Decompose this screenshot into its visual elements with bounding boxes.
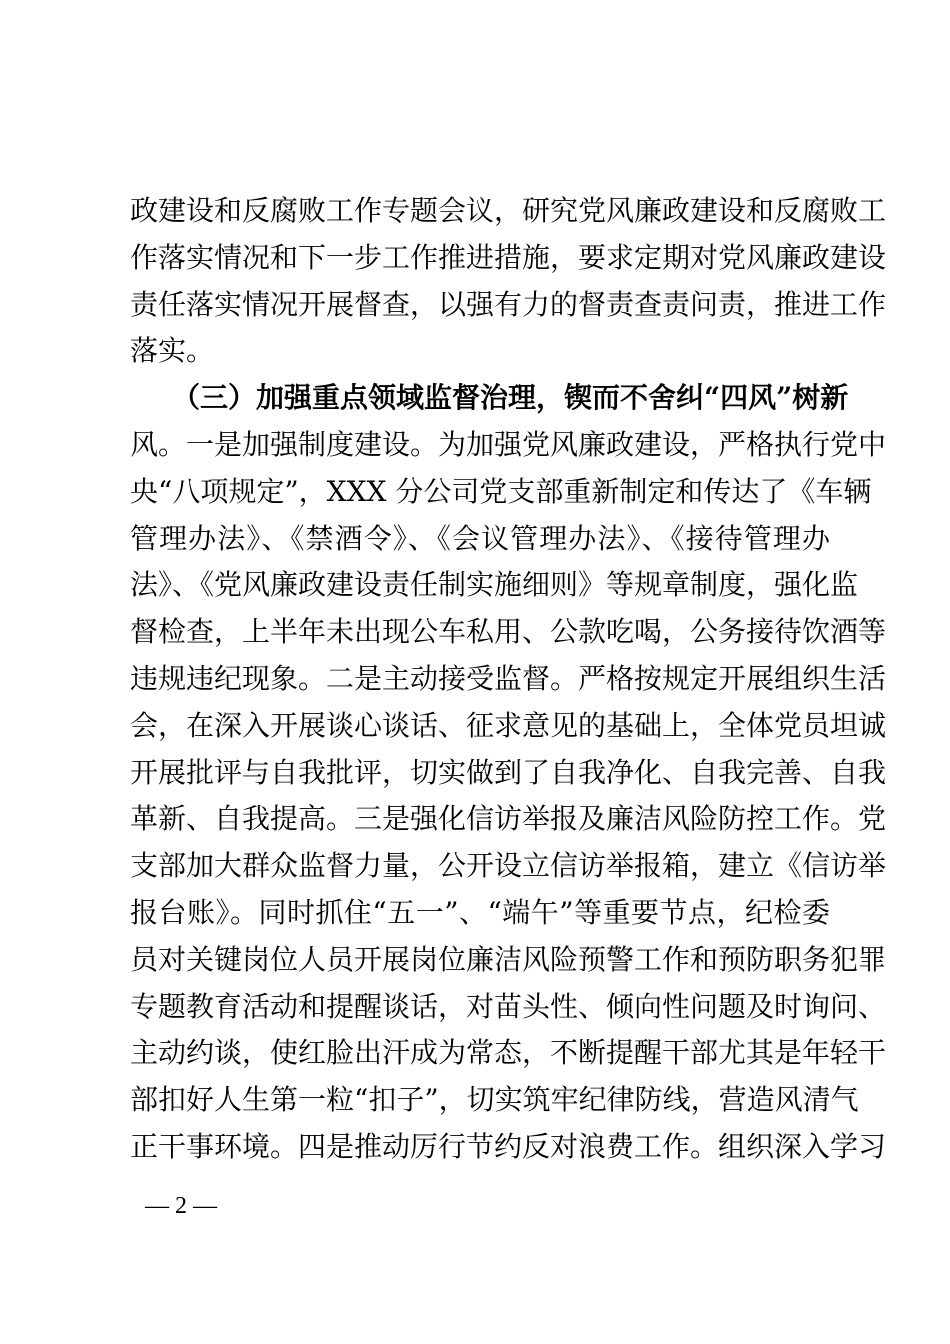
text-line: 员对关键岗位人员开展岗位廉洁风险预警工作和预防职务犯罪: [130, 942, 887, 976]
text-line: 会，在深入开展谈心谈话、征求意见的基础上，全体党员坦诚: [130, 708, 887, 742]
text-line: 管理办法》、《禁酒令》、《会议管理办法》、《接待管理办: [130, 521, 830, 555]
section-heading-line: （三）加强重点领域监督治理，锲而不舍纠“四风”树新: [130, 381, 849, 415]
text-line: 风。一是加强制度建设。为加强党风廉政建设，严格执行党中: [130, 427, 887, 461]
text-line: 正干事环境。四是推动厉行节约反对浪费工作。组织深入学习: [130, 1129, 887, 1163]
text-line: 法》、《党风廉政建设责任制实施细则》等规章制度，强化监: [130, 568, 859, 602]
text-line: 作落实情况和下一步工作推进措施，要求定期对党风廉政建设: [130, 240, 887, 274]
text-line: 违规违纪现象。二是主动接受监督。严格按规定开展组织生活: [130, 661, 887, 695]
text-line: 落实。: [130, 334, 215, 368]
text-line: 支部加大群众监督力量，公开设立信访举报箱，建立《信访举: [130, 849, 887, 883]
page-number: — 2 —: [145, 1193, 217, 1219]
text-line: 政建设和反腐败工作专题会议，研究党风廉政建设和反腐败工: [130, 194, 887, 227]
text-line: 革新、自我提高。三是强化信访举报及廉洁风险防控工作。党: [130, 802, 887, 836]
text-line: 督检查，上半年未出现公车私用、公款吃喝，公务接待饮酒等: [130, 615, 887, 649]
text-line: 部扣好人生第一粒“扣子”，切实筑牢纪律防线，营造风清气: [130, 1083, 859, 1117]
body-text: [130, 188, 887, 1171]
text-line: 开展批评与自我批评，切实做到了自我净化、自我完善、自我: [130, 755, 887, 789]
text-line: 专题教育活动和提醒谈话，对苗头性、倾向性问题及时询问、: [130, 989, 887, 1023]
text-line: 责任落实情况开展督查，以强有力的督责查责问责，推进工作: [130, 287, 887, 321]
text-line: 报台账》。同时抓住“五一”、“端午”等重要节点，纪检委: [130, 895, 830, 929]
text-line: 主动约谈，使红脸出汗成为常态，不断提醒干部尤其是年轻干: [130, 1036, 887, 1070]
text-line: 央“八项规定”，XXX 分公司党支部重新制定和传达了《车辆: [130, 474, 872, 508]
